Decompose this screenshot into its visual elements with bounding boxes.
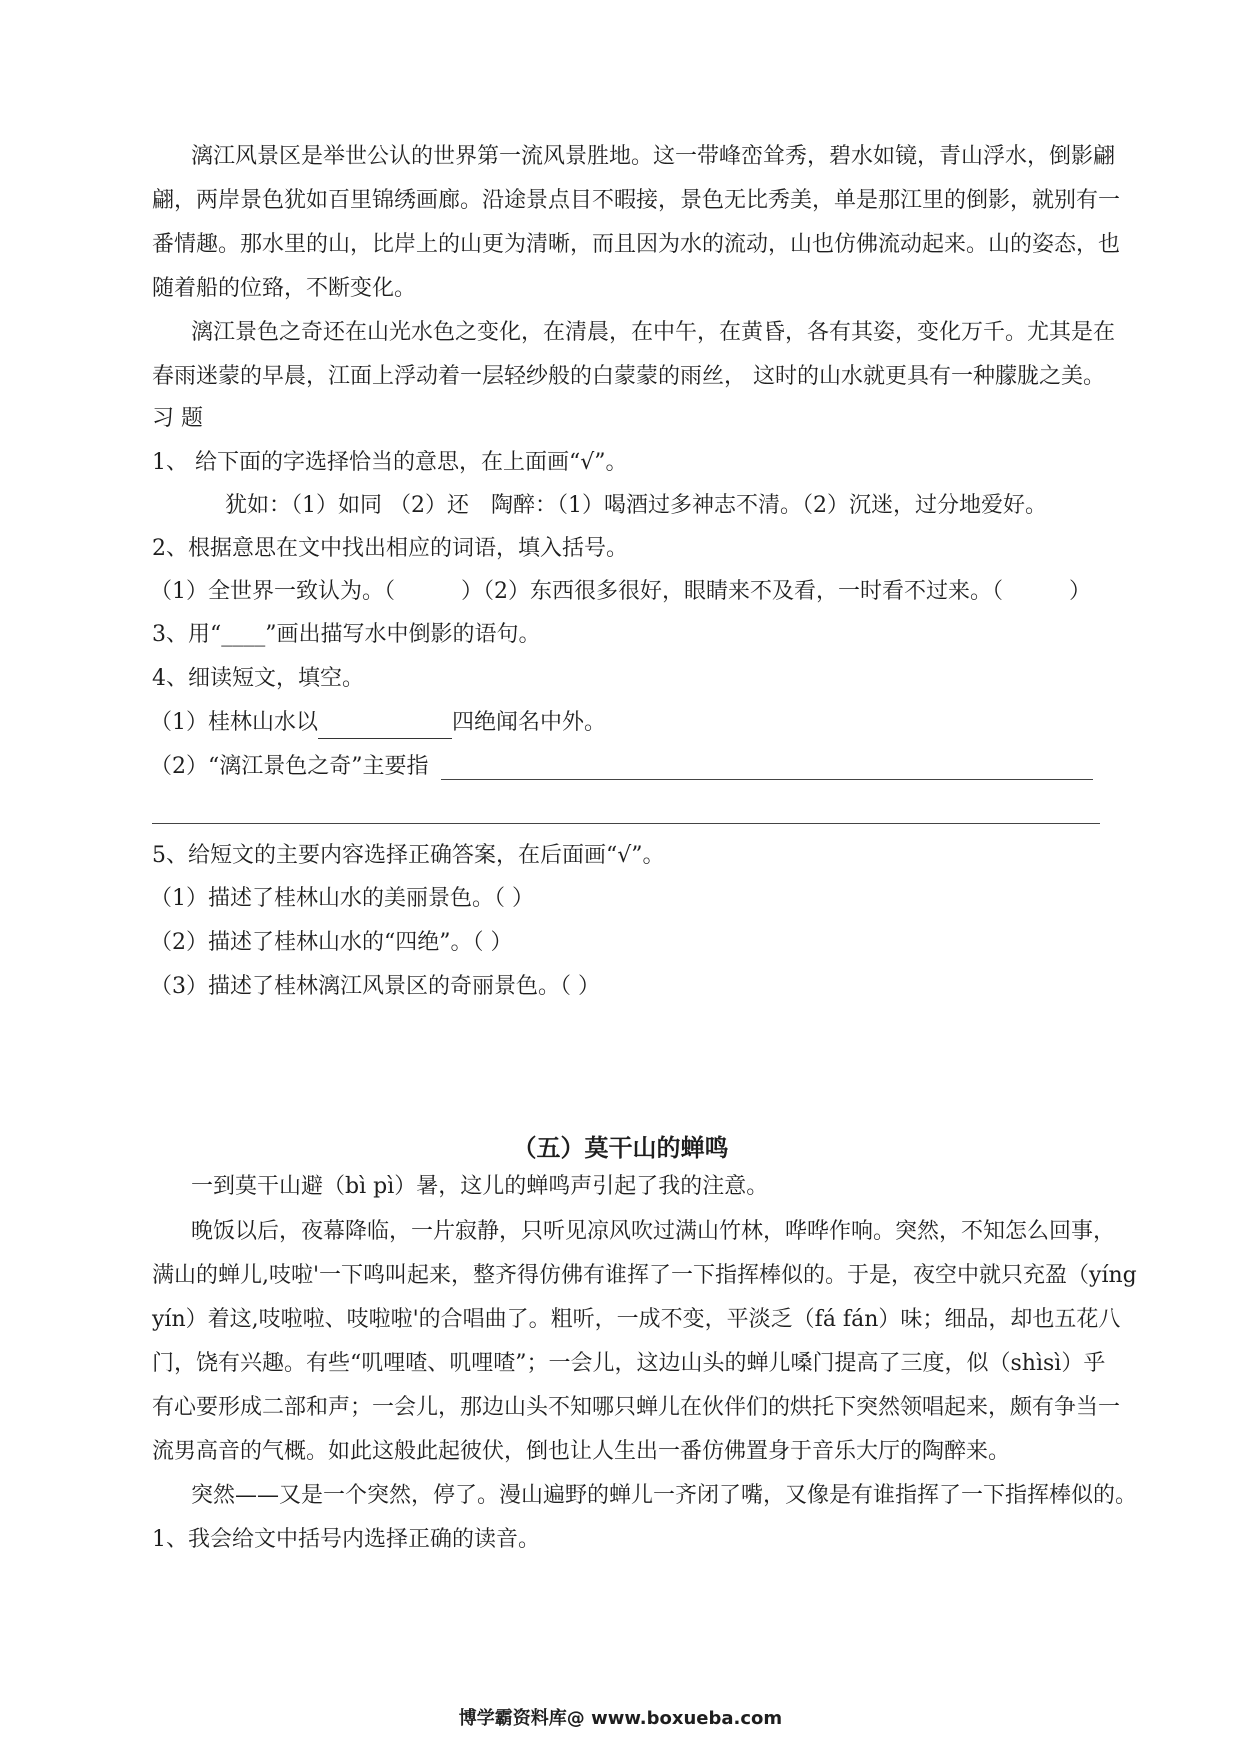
passage4-p1-line2: 翩，两岸景色犹如百里锦绣画廊。沿途景点目不暇接，景色无比秀美，单是那江里的倒影，就别有一 xyxy=(152,188,1121,213)
passage5-question-1: 1、我会给文中括号内选择正确的读音。 xyxy=(152,1527,540,1552)
question-1: 1、 给下面的字选择恰当的意思，在上面画“√”。 xyxy=(152,450,628,475)
passage4-p1-line1: 漓江风景区是举世公认的世界第一流风景胜地。这一带峰峦耸秀，碧水如镜，青山浮水，倒影翩 xyxy=(191,144,1116,169)
exercises-heading: 习 题 xyxy=(152,406,203,431)
question-4-item-1-prefix: （1）桂林山水以 xyxy=(150,710,318,735)
passage5-p2-line2: 满山的蝉儿,吱啦'一下鸣叫起来，整齐得仿佛有谁挥了一下指挥棒似的。于是，夜空中就只充盈（yíng xyxy=(152,1263,1137,1288)
passage5-p1: 一到莫干山避（bì pì）暑，这儿的蝉鸣声引起了我的注意。 xyxy=(191,1174,769,1199)
question-5-option-1: （1）描述了桂林山水的美丽景色。（ ） xyxy=(150,886,534,911)
passage4-p1-line3: 番情趣。那水里的山，比岸上的山更为清晰，而且因为水的流动，山也仿佛流动起来。山的姿态，也 xyxy=(152,232,1121,257)
passage5-p3: 突然——又是一个突然，停了。漫山遍野的蝉儿一齐闭了嘴，又像是有谁指挥了一下指挥棒似的。 xyxy=(191,1483,1138,1508)
question-4-item-1 xyxy=(150,708,606,739)
passage5-p2-line5: 有心要形成二部和声；一会儿，那边山头不知哪只蝉儿在伙伴们的烘托下突然领唱起来，颇有争当一 xyxy=(152,1395,1121,1420)
question-4-item-2-answer-line-2[interactable] xyxy=(152,823,1100,824)
question-4-item-2: （2）“漓江景色之奇”主要指 xyxy=(150,754,429,779)
question-2: 2、根据意思在文中找出相应的词语，填入括号。 xyxy=(152,536,628,561)
question-4-item-1-suffix: 四绝闻名中外。 xyxy=(452,710,607,735)
question-3-prefix: 3、用“ xyxy=(152,622,222,647)
question-5-option-2: （2）描述了桂林山水的“四绝”。（ ） xyxy=(150,930,513,955)
question-3-underline-sample: ____ xyxy=(221,622,266,647)
question-4-item-1-blank[interactable] xyxy=(318,708,452,739)
passage5-p2-line1: 晚饭以后，夜幕降临，一片寂静，只听见凉风吹过满山竹林，哗哗作响。突然，不知怎么回事， xyxy=(191,1219,1116,1244)
passage5-p2-line4: 门，饶有兴趣。有些“叽哩喳、叽哩喳”；一会儿，这边山头的蝉儿嗓门提高了三度，似（shìsì）乎 xyxy=(152,1351,1106,1376)
question-3-suffix: ”画出描写水中倒影的语句。 xyxy=(265,622,541,647)
question-5-option-3: （3）描述了桂林漓江风景区的奇丽景色。（ ） xyxy=(150,974,600,999)
passage4-p2-line1: 漓江景色之奇还在山光水色之变化，在清晨，在中午，在黄昏，各有其姿，变化万千。尤其是在 xyxy=(191,320,1116,345)
question-3 xyxy=(152,620,541,650)
passage5-p2-line6: 流男高音的气概。如此这般此起彼伏，倒也让人生出一番仿佛置身于音乐大厅的陶醉来。 xyxy=(152,1439,1011,1464)
question-2-items: （1）全世界一致认为。（ ）（2）东西很多很好，眼睛来不及看，一时看不过来。（ ） xyxy=(150,579,1091,604)
passage5-title: （五）莫干山的蝉鸣 xyxy=(512,1134,729,1162)
question-1-options: 犹如：（1）如同 （2）还 陶醉：（1）喝酒过多神志不清。（2）沉迷，过分地爱好。 xyxy=(225,493,1047,518)
passage5-p2-line3: yín）着这,吱啦啦、吱啦啦'的合唱曲了。粗听，一成不变，平淡乏（fá fán）味；细品，却也五花八 xyxy=(152,1307,1121,1332)
question-5: 5、给短文的主要内容选择正确答案，在后面画“√”。 xyxy=(152,843,665,868)
passage4-p1-line4: 随着船的位臵，不断变化。 xyxy=(152,276,417,301)
passage4-p2-line2: 春雨迷蒙的早晨，江面上浮动着一层轻纱般的白蒙蒙的雨丝， 这时的山水就更具有一种朦胧之美。 xyxy=(152,364,1105,389)
question-4: 4、细读短文，填空。 xyxy=(152,666,364,691)
question-4-item-2-answer-line-1[interactable] xyxy=(441,779,1093,780)
footer-watermark: 博学霸资料库@ www.boxueba.com xyxy=(458,1708,783,1729)
